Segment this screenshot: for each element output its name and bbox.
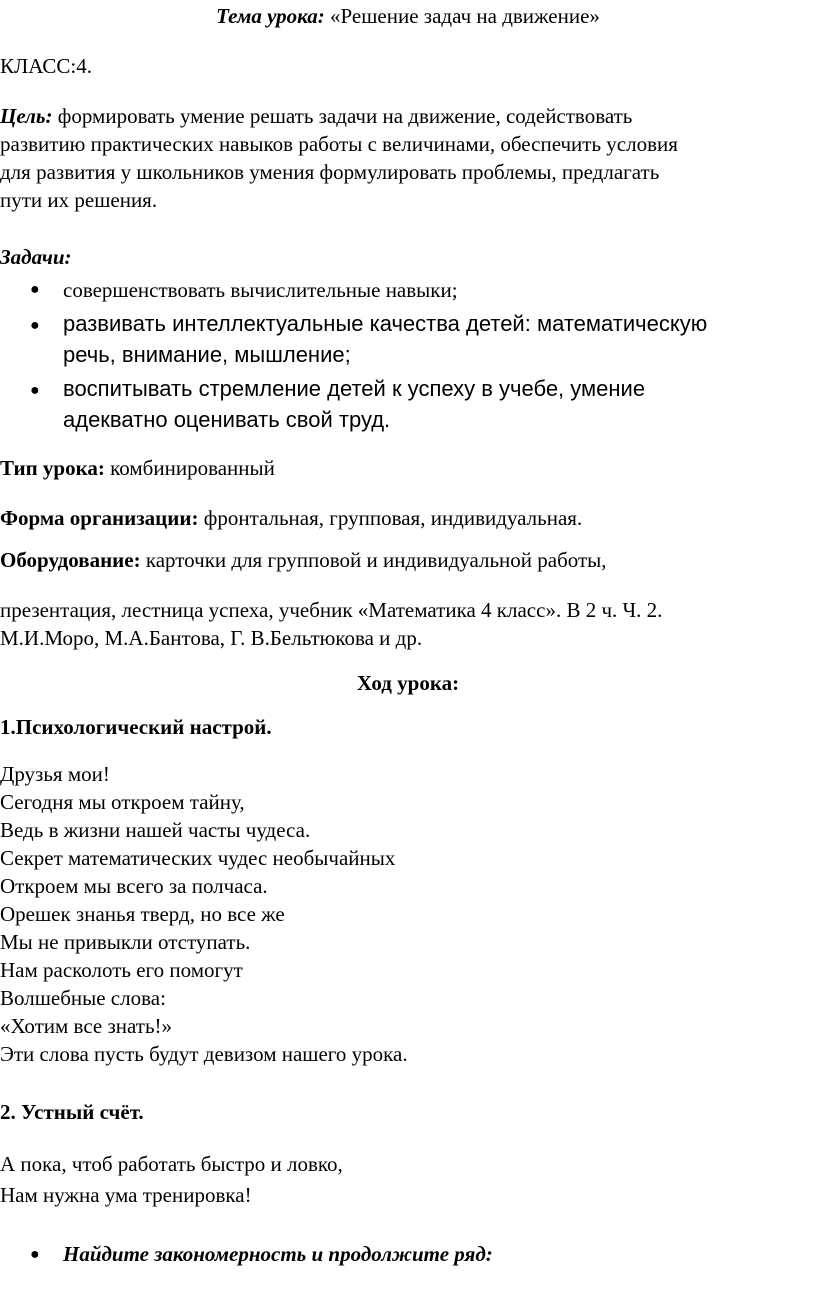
organization-form	[0, 504, 582, 532]
equipment	[0, 546, 607, 574]
poem-line: Эти слова пусть будут девизом нашего урока.	[0, 1042, 408, 1066]
organization-label: Форма организации:	[0, 506, 199, 530]
class-line: КЛАСС:4.	[0, 54, 92, 78]
lesson-topic	[0, 2, 816, 30]
poem-line: Нам расколоть его помогут	[0, 958, 243, 982]
topic-value: «Решение задач на движение»	[330, 4, 600, 28]
equipment-line-2: презентация, лестница успеха, учебник «Математика 4 класс». В 2 ч. Ч. 2.	[0, 598, 663, 622]
poem-line: Секрет математических чудес необычайных	[0, 846, 396, 870]
goal-line-1	[0, 102, 632, 130]
poem-line: «Хотим все знать!»	[0, 1014, 173, 1038]
rhyme-line-1: А пока, чтоб работать быстро и ловко,	[0, 1152, 343, 1176]
poem-line: Орешек знанья тверд, но все же	[0, 902, 285, 926]
goal-line-3: для развития у школьников умения формулировать проблемы, предлагать	[0, 160, 660, 184]
bullet-icon: ●	[30, 382, 40, 399]
equipment-line-3: М.И.Моро, М.А.Бантова, Г. В.Бельтюкова и др.	[0, 626, 423, 650]
poem-line: Волшебные слова:	[0, 986, 166, 1010]
task-2-line-1: развивать интеллектуальные качества детей: математическую	[63, 311, 708, 336]
lesson-type-label: Тип урока:	[0, 456, 105, 480]
bullet-icon: ●	[30, 317, 40, 334]
poem-line: Ведь в жизни нашей часты чудеса.	[0, 818, 311, 842]
task-2-line-2: речь, внимание, мышление;	[63, 342, 351, 367]
lesson-type-value: комбинированный	[110, 456, 275, 480]
equipment-label: Оборудование:	[0, 548, 141, 572]
lesson-flow-heading: Ход урока:	[356, 671, 460, 695]
task-3-line-2: адекватно оценивать свой труд.	[63, 407, 391, 432]
topic-label: Тема урока:	[216, 4, 325, 28]
equipment-value: карточки для групповой и индивидуальной работы,	[145, 548, 607, 572]
task-1-line-1: совершенствовать вычислительные навыки;	[63, 278, 458, 302]
task-3-line-1: воспитывать стремление детей к успеху в учебе, умение	[63, 376, 646, 401]
section-2-heading: 2. Устный счёт.	[0, 1100, 144, 1124]
section-1-heading: 1.Психологический настрой.	[0, 715, 272, 739]
poem-line: Сегодня мы откроем тайну,	[0, 790, 245, 814]
lesson-type	[0, 454, 275, 482]
goal-text-1: формировать умение решать задачи на движение, содействовать	[57, 104, 633, 128]
poem-line: Мы не привыкли отступать.	[0, 930, 251, 954]
goal-label: Цель:	[0, 104, 53, 128]
pattern-task: Найдите закономерность и продолжите ряд:	[63, 1242, 493, 1266]
tasks-label: Задачи:	[0, 245, 72, 269]
organization-value: фронтальная, групповая, индивидуальная.	[203, 506, 583, 530]
bullet-icon: ●	[30, 1246, 40, 1263]
goal-line-4: пути их решения.	[0, 188, 158, 212]
goal-line-2: развитию практических навыков работы с величинами, обеспечить условия	[0, 132, 678, 156]
rhyme-line-2: Нам нужна ума тренировка!	[0, 1183, 252, 1207]
poem-line: Откроем мы всего за полчаса.	[0, 874, 268, 898]
poem-line: Друзья мои!	[0, 762, 110, 786]
bullet-icon: ●	[30, 281, 40, 298]
